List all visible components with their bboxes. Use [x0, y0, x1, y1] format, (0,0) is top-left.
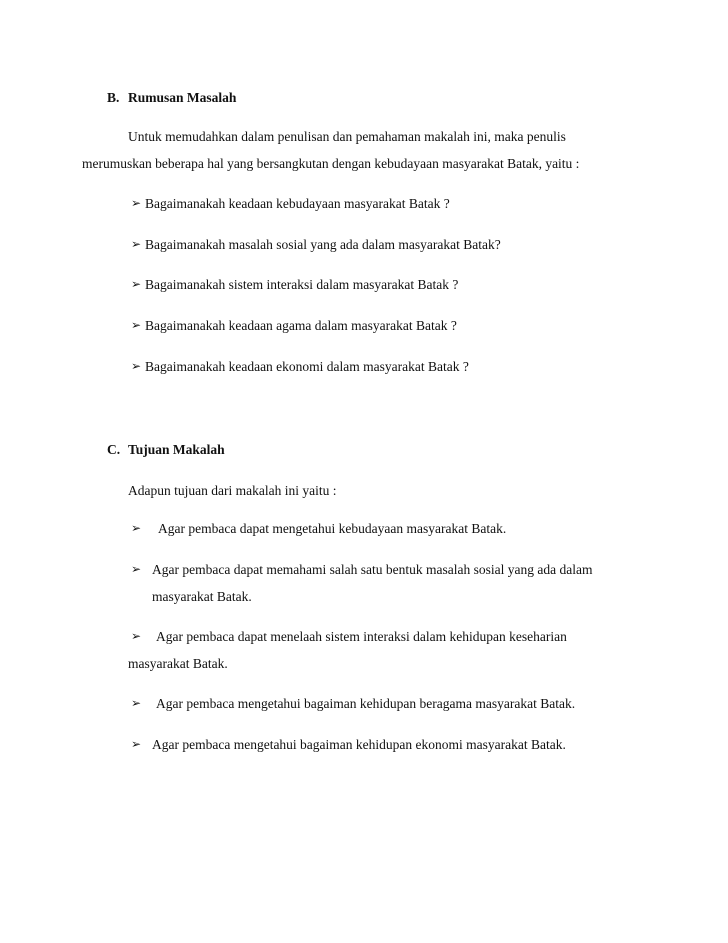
section-c-letter: C. — [107, 442, 121, 457]
arrowhead-bullet-icon: ➢ — [131, 318, 142, 332]
list-item: Bagaimanakah sistem interaksi dalam masyarakat Batak ? — [145, 277, 459, 292]
section-b-heading: Rumusan Masalah — [128, 90, 237, 105]
arrowhead-bullet-icon: ➢ — [131, 277, 142, 291]
list-item: Agar pembaca dapat memahami salah satu bentuk masalah sosial yang ada dalam — [152, 562, 593, 577]
section-c-heading: Tujuan Makalah — [128, 442, 225, 457]
list-item: Bagaimanakah keadaan agama dalam masyarakat Batak ? — [145, 318, 457, 333]
arrowhead-bullet-icon: ➢ — [131, 521, 142, 535]
list-item-continuation: masyarakat Batak. — [152, 589, 252, 604]
list-item: Bagaimanakah keadaan ekonomi dalam masyarakat Batak ? — [145, 359, 469, 374]
list-item: Bagaimanakah keadaan kebudayaan masyarakat Batak ? — [145, 196, 450, 211]
list-item: Agar pembaca mengetahui bagaiman kehidupan ekonomi masyarakat Batak. — [152, 737, 566, 752]
list-item: Agar pembaca dapat menelaah sistem interaksi dalam kehidupan keseharian — [156, 629, 567, 644]
list-item: Bagaimanakah masalah sosial yang ada dalam masyarakat Batak? — [145, 237, 501, 252]
arrowhead-bullet-icon: ➢ — [131, 696, 142, 710]
arrowhead-bullet-icon: ➢ — [131, 237, 142, 251]
arrowhead-bullet-icon: ➢ — [131, 629, 142, 643]
arrowhead-bullet-icon: ➢ — [131, 196, 142, 210]
arrowhead-bullet-icon: ➢ — [131, 359, 142, 373]
arrowhead-bullet-icon: ➢ — [131, 737, 142, 751]
list-item-continuation: masyarakat Batak. — [128, 656, 228, 671]
section-b-paragraph-line-2: merumuskan beberapa hal yang bersangkutan dengan kebudayaan masyarakat Batak, yaitu : — [82, 156, 580, 171]
section-b-letter: B. — [107, 90, 120, 105]
list-item: Agar pembaca dapat mengetahui kebudayaan masyarakat Batak. — [158, 521, 507, 536]
list-item: Agar pembaca mengetahui bagaiman kehidupan beragama masyarakat Batak. — [156, 696, 576, 711]
arrowhead-bullet-icon: ➢ — [131, 562, 142, 576]
section-c-intro: Adapun tujuan dari makalah ini yaitu : — [128, 483, 337, 498]
section-b-paragraph-line-1: Untuk memudahkan dalam penulisan dan pemahaman makalah ini, maka penulis — [128, 129, 566, 144]
